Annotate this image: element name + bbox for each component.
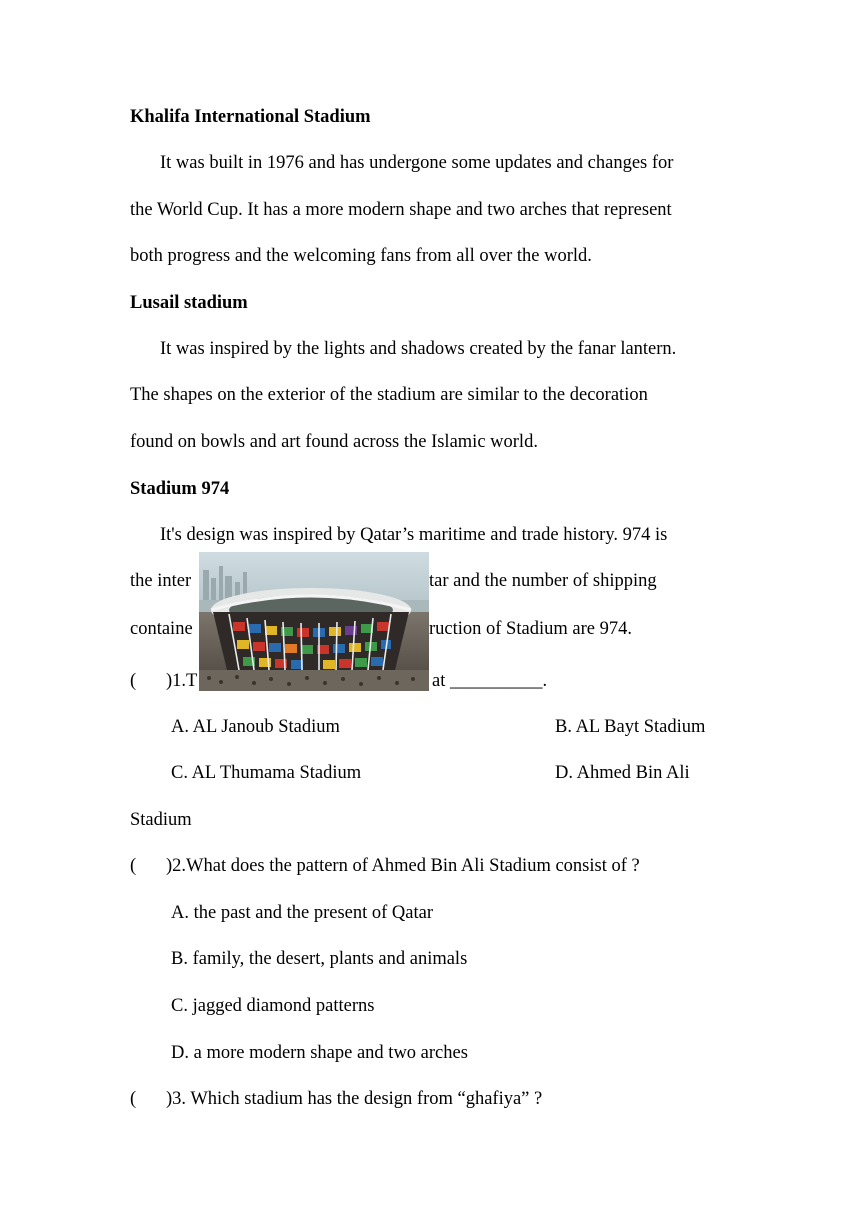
q2-stem: )2.What does the pattern of Ahmed Bin Ali Stadium consist of ? [166, 856, 640, 876]
para-974-line-2a: the inter [130, 571, 192, 591]
para-khalifa-line-1: It was built in 1976 and has undergone some updates and changes for [160, 153, 674, 173]
q2-option-b: B. family, the desert, plants and animals [171, 949, 468, 969]
q1-option-d: D. Ahmed Bin Ali [555, 763, 690, 783]
q2-option-a: A. the past and the present of Qatar [171, 903, 433, 923]
heading-stadium-974: Stadium 974 [130, 479, 230, 499]
para-lusail-line-1: It was inspired by the lights and shadows created by the fanar lantern. [160, 339, 677, 359]
q2-option-c: C. jagged diamond patterns [171, 996, 375, 1016]
q1-option-b: B. AL Bayt Stadium [555, 717, 706, 737]
q1-option-a: A. AL Janoub Stadium [171, 717, 340, 737]
para-khalifa-line-2: the World Cup. It has a more modern shape and two arches that represent [130, 200, 672, 220]
q1-paren: ( [130, 671, 137, 691]
stadium-974-illustration [199, 552, 429, 691]
q1-stem-end: at __________. [432, 671, 548, 691]
q3-paren: ( [130, 1089, 137, 1109]
para-974-line-2b: tar and the number of shipping [429, 571, 657, 591]
q3-stem: )3. Which stadium has the design from “ghafiya” ? [166, 1089, 543, 1109]
para-974-line-3a: containe [130, 619, 193, 639]
q1-option-c: C. AL Thumama Stadium [171, 763, 362, 783]
heading-khalifa: Khalifa International Stadium [130, 107, 371, 127]
q2-paren: ( [130, 856, 137, 876]
heading-lusail: Lusail stadium [130, 293, 248, 313]
para-974-line-1: It's design was inspired by Qatar’s maritime and trade history. 974 is [160, 525, 668, 545]
stadium-974-photo [199, 552, 429, 691]
q1-option-d-wrap: Stadium [130, 810, 192, 830]
q2-option-d: D. a more modern shape and two arches [171, 1043, 468, 1063]
para-lusail-line-2: The shapes on the exterior of the stadium are similar to the decoration [130, 385, 648, 405]
para-lusail-line-3: found on bowls and art found across the Islamic world. [130, 432, 538, 452]
para-khalifa-line-3: both progress and the welcoming fans from all over the world. [130, 246, 592, 266]
para-974-line-3b: ruction of Stadium are 974. [429, 619, 632, 639]
q1-stem-start: )1.T [166, 671, 198, 691]
